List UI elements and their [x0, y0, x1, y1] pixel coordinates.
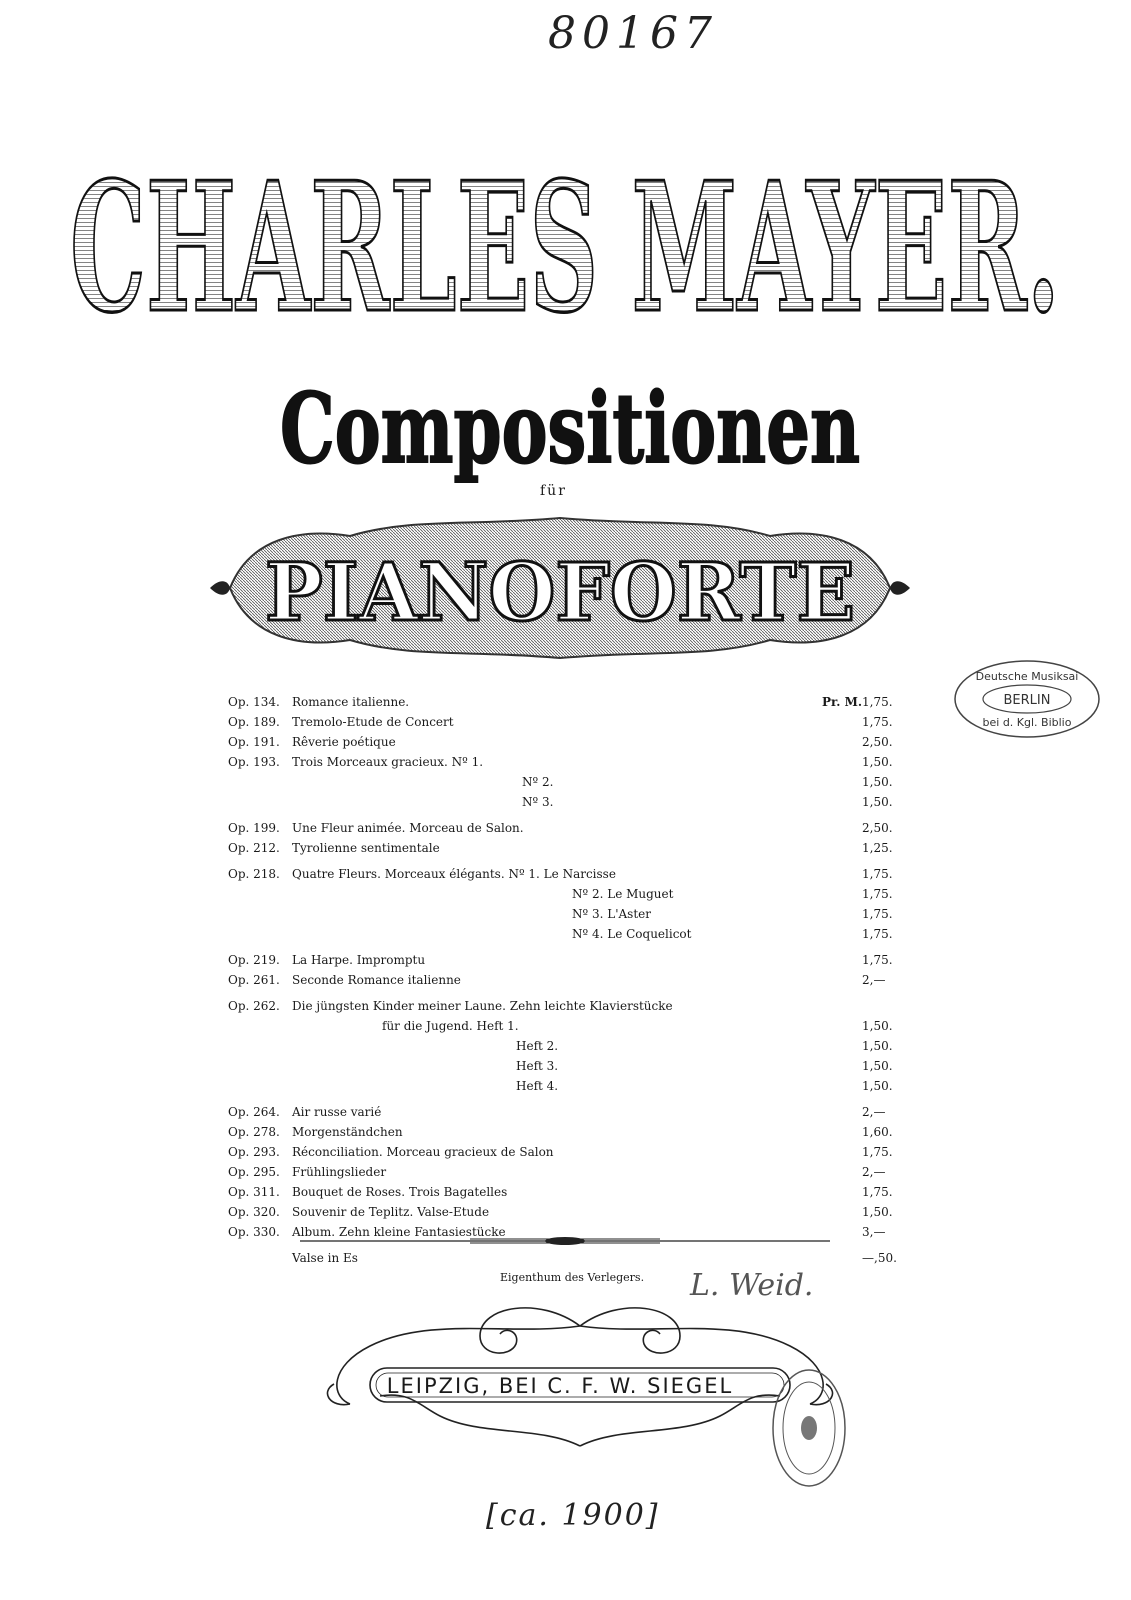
work-title-text: Heft 3.: [516, 1059, 562, 1073]
price: 1,75.: [862, 1145, 893, 1159]
handwritten-shelfmark: 80167: [548, 8, 718, 59]
opus-number: Op. 320.: [228, 1205, 280, 1219]
work-title: [292, 1056, 822, 1076]
catalogue-row: [228, 712, 918, 732]
work-title-text: Bouquet de Roses. Trois Bagatelles: [292, 1185, 511, 1199]
instrument-banner: [210, 508, 910, 668]
price: 1,75.: [862, 927, 893, 941]
price: 1,50.: [862, 1039, 893, 1053]
work-title-text: Rêverie poétique: [292, 735, 400, 749]
catalogue-row: [228, 692, 918, 712]
work-title-text: Tyrolienne sentimentale: [292, 841, 444, 855]
catalogue-row: [228, 1142, 918, 1162]
library-stamp: [952, 658, 1102, 740]
work-title-text: Romance italienne.: [292, 695, 413, 709]
ornamental-rule: [300, 1236, 830, 1246]
work-title-text: Nº 3. L'Aster: [572, 907, 655, 921]
work-title: [292, 864, 822, 884]
svg-text:PIANOFORTE: PIANOFORTE: [265, 545, 855, 639]
catalogue-row: [228, 1036, 918, 1056]
svg-text:Compositionen: Compositionen: [280, 372, 860, 485]
work-title-text: Nº 4. Le Coquelicot: [572, 927, 695, 941]
work-title: [292, 884, 822, 904]
catalogue-row: [228, 924, 918, 944]
price: 2,—: [862, 973, 886, 987]
work-title-text: Heft 4.: [516, 1079, 562, 1093]
opus-number: Op. 262.: [228, 999, 280, 1013]
price: 1,50.: [862, 755, 893, 769]
catalogue-row: [228, 950, 918, 970]
works-catalogue: [228, 692, 918, 1268]
work-title-text: Morgenständchen: [292, 1125, 407, 1139]
catalogue-row: [228, 1102, 918, 1122]
work-title: [292, 752, 822, 772]
price: 1,50.: [862, 795, 893, 809]
catalogue-row: [228, 904, 918, 924]
catalogue-row: [228, 1162, 918, 1182]
composer-name: [60, 143, 1070, 352]
work-title-text: Seconde Romance italienne: [292, 973, 465, 987]
work-title: [292, 904, 822, 924]
price: 1,50.: [862, 1079, 893, 1093]
work-title: [292, 772, 822, 792]
catalogue-row: [228, 1056, 918, 1076]
work-title: [292, 996, 822, 1016]
catalogue-row: [228, 1182, 918, 1202]
work-title-text: Une Fleur animée. Morceau de Salon.: [292, 821, 528, 835]
work-title: [292, 924, 822, 944]
price: 1,75.: [862, 715, 893, 729]
catalogue-row: [228, 884, 918, 904]
price: 1,75.: [862, 1185, 893, 1199]
price: 2,—: [862, 1165, 886, 1179]
price: 1,60.: [862, 1125, 893, 1139]
work-title-text: Nº 3.: [522, 795, 557, 809]
svg-text:BERLIN: BERLIN: [1003, 693, 1051, 708]
opus-number: Op. 261.: [228, 973, 280, 987]
catalogue-row: [228, 864, 918, 884]
work-title: [292, 1182, 822, 1202]
work-title: [292, 1248, 822, 1268]
price: 1,50.: [862, 775, 893, 789]
catalogue-row: [228, 792, 918, 812]
catalogue-row: [228, 1248, 918, 1268]
preposition: für: [540, 483, 567, 499]
work-title: [292, 712, 822, 732]
work-title: [292, 1076, 822, 1096]
work-title: [292, 1036, 822, 1056]
handwritten-signature: L. Weid.: [690, 1268, 814, 1303]
work-title: [292, 1122, 822, 1142]
opus-number: Op. 218.: [228, 867, 280, 881]
work-title-text: Nº 2. Le Muguet: [572, 887, 677, 901]
opus-number: Op. 295.: [228, 1165, 280, 1179]
price: 1,50.: [862, 1059, 893, 1073]
opus-number: Op. 311.: [228, 1185, 280, 1199]
work-title: [292, 732, 822, 752]
work-title-text: Heft 2.: [516, 1039, 562, 1053]
opus-number: Op. 191.: [228, 735, 280, 749]
price: 3,—: [862, 1225, 886, 1239]
opus-number: Op. 219.: [228, 953, 280, 967]
work-title-text: Souvenir de Teplitz. Valse-Etude: [292, 1205, 493, 1219]
work-title-text: Nº 2.: [522, 775, 557, 789]
price: 1,25.: [862, 841, 893, 855]
price-header: Pr. M.: [822, 695, 863, 709]
opus-number: Op. 199.: [228, 821, 280, 835]
work-title-text: Quatre Fleurs. Morceaux élégants. Nº 1. Le Narcisse: [292, 867, 620, 881]
catalogue-row: [228, 1202, 918, 1222]
catalogue-row: [228, 772, 918, 792]
svg-text:CHARLES MAYER.: CHARLES MAYER.: [70, 143, 1060, 352]
price: 1,75.: [862, 867, 893, 881]
work-title: [292, 1142, 822, 1162]
opus-number: Op. 212.: [228, 841, 280, 855]
svg-text:bei d. Kgl. Biblio: bei d. Kgl. Biblio: [982, 716, 1072, 729]
round-stamp: [770, 1366, 848, 1490]
opus-number: Op. 264.: [228, 1105, 280, 1119]
work-title: [292, 792, 822, 812]
work-title: [292, 950, 822, 970]
opus-number: Op. 134.: [228, 695, 280, 709]
work-title: [292, 1202, 822, 1222]
work-title-text: Valse in Es: [292, 1251, 362, 1265]
price: 2,50.: [862, 735, 893, 749]
work-title: [292, 1016, 822, 1036]
work-title: [292, 818, 822, 838]
catalogue-row: [228, 970, 918, 990]
work-title-text: Frühlingslieder: [292, 1165, 390, 1179]
work-title-text: La Harpe. Impromptu: [292, 953, 429, 967]
svg-text:Deutsche Musiksai: Deutsche Musiksai: [975, 670, 1079, 683]
opus-number: Op. 193.: [228, 755, 280, 769]
work-title-text: Album. Zehn kleine Fantasiestücke: [292, 1225, 510, 1239]
catalogue-row: [228, 996, 918, 1016]
publisher-imprint: LEIPZIG, BEI C. F. W. SIEGEL: [386, 1374, 734, 1398]
work-title-text: für die Jugend. Heft 1.: [382, 1019, 523, 1033]
price: 1,75.: [862, 907, 893, 921]
work-title: [292, 1162, 822, 1182]
catalogue-row: [228, 732, 918, 752]
work-title-text: Tremolo-Etude de Concert: [292, 715, 458, 729]
price: 1,50.: [862, 1205, 893, 1219]
work-title: [292, 838, 822, 858]
work-title-text: Die jüngsten Kinder meiner Laune. Zehn leichte Klavierstücke: [292, 999, 677, 1013]
catalogue-row: [228, 752, 918, 772]
opus-number: Op. 293.: [228, 1145, 280, 1159]
work-title: [292, 692, 822, 712]
price: 1,75.: [862, 953, 893, 967]
price: —,50.: [862, 1251, 897, 1265]
work-title-text: Réconciliation. Morceau gracieux de Salon: [292, 1145, 558, 1159]
catalogue-row: [228, 838, 918, 858]
catalogue-row: [228, 1122, 918, 1142]
handwritten-date: [ca. 1900]: [486, 1498, 660, 1533]
work-title-text: Trois Morceaux gracieux. Nº 1.: [292, 755, 487, 769]
catalogue-row: [228, 818, 918, 838]
price: 1,75.: [862, 887, 893, 901]
work-title-text: Air russe varié: [292, 1105, 385, 1119]
price: 2,50.: [862, 821, 893, 835]
opus-number: Op. 189.: [228, 715, 280, 729]
price: 2,—: [862, 1105, 886, 1119]
title-word: [270, 370, 870, 490]
price: 1,75.: [862, 695, 893, 709]
opus-number: Op. 330.: [228, 1225, 280, 1239]
catalogue-row: [228, 1016, 918, 1036]
proprietor-note: Eigenthum des Verlegers.: [500, 1271, 645, 1284]
work-title: [292, 1102, 822, 1122]
catalogue-row: [228, 1076, 918, 1096]
opus-number: Op. 278.: [228, 1125, 280, 1139]
price: 1,50.: [862, 1019, 893, 1033]
work-title: [292, 970, 822, 990]
